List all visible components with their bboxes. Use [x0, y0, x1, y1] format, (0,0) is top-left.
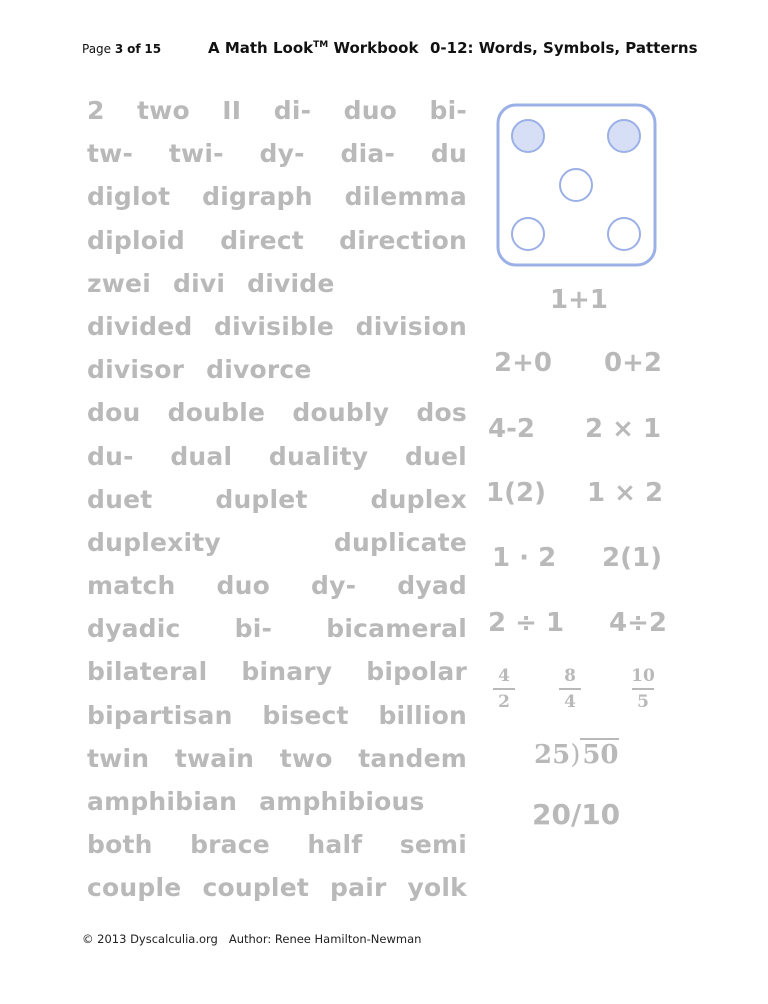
word-line	[87, 312, 467, 355]
word-line	[87, 269, 467, 312]
word: billion	[378, 700, 467, 730]
word-line	[87, 398, 467, 441]
word: diploid	[87, 225, 185, 255]
word: duel	[404, 441, 467, 471]
word: twain	[174, 743, 255, 773]
trademark-mark: TM	[313, 40, 329, 50]
long-division	[534, 740, 619, 770]
word: bisect	[262, 700, 349, 730]
word: divide	[247, 268, 335, 298]
word: half	[307, 830, 363, 860]
page-footer	[82, 932, 421, 946]
expr-one-times-two: 1 × 2	[587, 478, 664, 508]
die-pip	[512, 120, 544, 152]
word: doubly	[292, 398, 390, 428]
fraction-denominator: 4	[564, 692, 576, 712]
author-text: Author: Renee Hamilton-Newman	[228, 932, 422, 946]
word-line	[87, 182, 467, 225]
word: zwei	[87, 268, 151, 298]
fraction-bar	[632, 688, 654, 690]
word-line	[87, 701, 467, 744]
word: du-	[87, 441, 134, 471]
expr-four-minus-two: 4-2	[488, 414, 535, 444]
expr-two-plus-zero: 2+0	[494, 348, 552, 378]
word-line	[87, 571, 467, 614]
word: yolk	[407, 873, 467, 903]
fraction-numerator: 8	[564, 666, 576, 686]
fraction-four-halves	[487, 666, 521, 712]
word-line	[87, 657, 467, 700]
word: dia-	[340, 139, 396, 169]
word: duo	[216, 571, 270, 601]
fraction-eight-fourths	[553, 666, 587, 712]
word-line	[87, 139, 467, 182]
word-line	[87, 744, 467, 787]
word: digraph	[202, 182, 313, 212]
workbook-subtitle: 0-12: Words, Symbols, Patterns	[430, 39, 698, 57]
word: bi-	[234, 614, 273, 644]
fraction-denominator: 5	[637, 692, 649, 712]
word: diglot	[87, 182, 171, 212]
word: duo	[343, 96, 398, 125]
fraction-denominator: 2	[498, 692, 510, 712]
word: dual	[170, 441, 233, 471]
word: du	[430, 139, 467, 169]
word: direction	[339, 225, 467, 255]
page-header	[0, 38, 768, 62]
word: di-	[273, 96, 312, 125]
word: two	[279, 743, 333, 773]
fraction-numerator: 10	[631, 666, 655, 686]
word-line	[87, 485, 467, 528]
word: couplet	[202, 873, 310, 903]
word: two	[137, 96, 190, 125]
word: tandem	[358, 743, 467, 773]
word: divorce	[206, 355, 312, 385]
word: dy-	[311, 571, 357, 601]
word: tw-	[87, 139, 134, 169]
expr-one-plus-one: 1+1	[550, 285, 608, 315]
page-number: 3	[114, 42, 124, 56]
word: duplicate	[333, 527, 467, 557]
division-bracket: )	[570, 740, 581, 770]
word: twin	[87, 743, 150, 773]
word: dyadic	[87, 614, 181, 644]
word-line	[87, 528, 467, 571]
fraction-bar	[493, 688, 515, 690]
word: semi	[399, 830, 467, 860]
word: duplet	[215, 484, 308, 514]
word: divi	[172, 268, 226, 298]
word-list	[87, 96, 467, 917]
word: bipartisan	[87, 700, 233, 730]
word: twi-	[168, 139, 224, 169]
expr-one-dot-two: 1 · 2	[492, 543, 557, 573]
word: bilateral	[87, 657, 208, 687]
word-line	[87, 226, 467, 269]
word: II	[222, 96, 242, 125]
word: duality	[268, 441, 369, 471]
word-line	[87, 787, 467, 830]
word-line	[87, 830, 467, 873]
fraction-bar	[559, 688, 581, 690]
word: dy-	[259, 139, 305, 169]
word: 2	[87, 96, 105, 125]
page-indicator	[82, 42, 161, 56]
die-five-icon	[496, 103, 657, 267]
expr-four-div-two: 4÷2	[609, 608, 667, 638]
word-line	[87, 873, 467, 916]
word: bipolar	[366, 657, 467, 687]
copyright-text: © 2013 Dyscalculia.org	[82, 932, 218, 946]
word: dyad	[397, 571, 467, 601]
dividend: 50	[582, 740, 619, 770]
word: division	[355, 311, 467, 341]
expr-two-times-one: 2 × 1	[585, 414, 662, 444]
word: divisor	[87, 355, 185, 385]
word: pair	[330, 873, 387, 903]
word-line	[87, 442, 467, 485]
word: double	[167, 398, 266, 428]
word: dou	[87, 398, 141, 428]
fraction-ten-fifths	[626, 666, 660, 712]
divisor: 25	[534, 740, 571, 770]
page-of: of	[127, 42, 141, 56]
word: amphibious	[259, 787, 425, 816]
word: dos	[416, 398, 467, 428]
die-pip	[512, 218, 544, 250]
die-pip	[560, 169, 592, 201]
word-line	[87, 614, 467, 657]
die-pip	[608, 218, 640, 250]
word: divisible	[214, 311, 335, 341]
word: duet	[87, 484, 153, 514]
word: match	[87, 571, 176, 601]
title-main: A Math Look	[208, 39, 314, 57]
word: brace	[190, 830, 270, 860]
page-prefix: Page	[82, 42, 112, 56]
word: amphibian	[87, 787, 238, 816]
workbook-title	[208, 39, 418, 57]
expr-one-paren-two: 1(2)	[486, 478, 546, 508]
word-line	[87, 355, 467, 398]
word-line	[87, 96, 467, 139]
word: duplex	[370, 484, 467, 514]
word: binary	[241, 657, 333, 687]
expr-twenty-over-ten: 20/10	[532, 798, 621, 831]
word: direct	[220, 225, 304, 255]
word: bicameral	[326, 614, 467, 644]
expr-two-paren-one: 2(1)	[602, 543, 662, 573]
word: both	[87, 830, 153, 860]
page-total: 15	[144, 42, 162, 56]
word: duplexity	[87, 527, 221, 557]
word: dilemma	[344, 182, 467, 212]
expr-two-div-one: 2 ÷ 1	[488, 608, 565, 638]
die-pip	[608, 120, 640, 152]
word: bi-	[429, 96, 467, 125]
word: divided	[87, 311, 193, 341]
title-end: Workbook	[333, 39, 419, 57]
word: couple	[87, 873, 182, 903]
expr-zero-plus-two: 0+2	[604, 348, 662, 378]
fraction-numerator: 4	[498, 666, 510, 686]
